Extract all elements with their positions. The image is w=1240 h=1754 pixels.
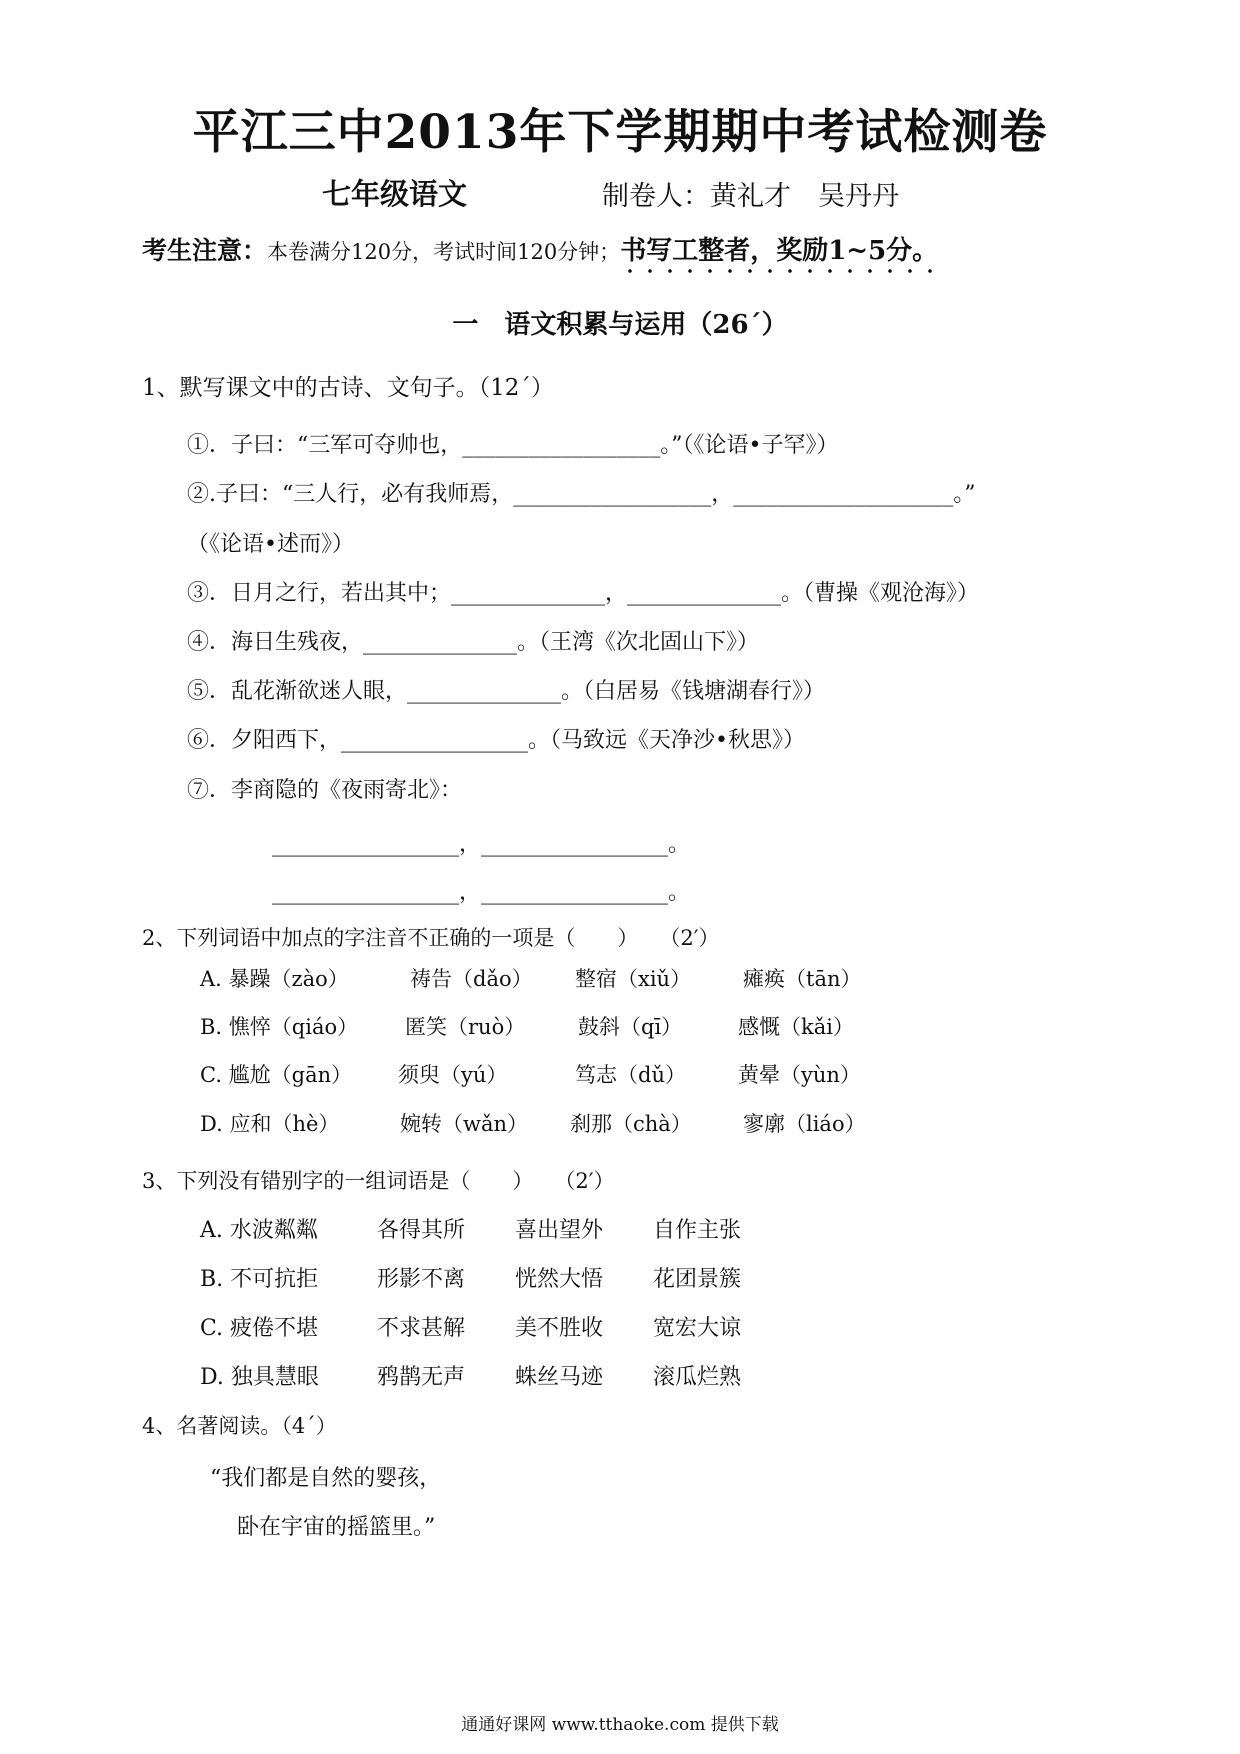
q3-option-b-3: 恍然大悟	[515, 1267, 604, 1292]
q2-option-b-3: 鼓斜（qī）	[578, 1015, 683, 1039]
grade-subject: 七年级语文	[322, 177, 468, 211]
page-footer: 通通好课网 www.tthaoke.com 提供下载	[461, 1715, 779, 1735]
q2-option-a-1: A. 暴躁（zào）	[200, 967, 349, 991]
q2-option-c-1: C. 尴尬（gān）	[200, 1063, 353, 1087]
question-1-heading: 1、默写课文中的古诗、文句子。（12´）	[142, 375, 554, 401]
notice-label: 考生注意：	[142, 236, 268, 265]
q2-option-c-4: 黄晕（yùn）	[738, 1063, 861, 1087]
q2-option-a-2: 祷告（dǎo）	[410, 967, 533, 991]
notice-text: 本卷满分120分，考试时间120分钟；	[267, 240, 621, 264]
notice-emphasis: 书写工整者，奖励1~5分。	[620, 236, 938, 274]
q2-option-d-1: D. 应和（hè）	[200, 1112, 340, 1136]
q2-option-b-1: B. 憔悴（qiáo）	[200, 1015, 359, 1039]
q2-option-a-3: 整宿（xiǔ）	[575, 967, 692, 991]
q3-option-d-2: 鸦鹊无声	[377, 1365, 466, 1390]
exam-notice	[142, 230, 938, 267]
q1-item-7: ⑦．李商隐的《夜雨寄北》：	[187, 778, 463, 803]
q3-option-c-4: 宽宏大谅	[653, 1316, 742, 1341]
q1-item-3: ③．日月之行，若出其中；______________，______________。（曹操《观沧海》）	[187, 581, 980, 606]
paper-makers: 制卷人：黄礼才 吴丹丹	[602, 181, 899, 212]
q1-item-2-source: （《论语•述而》）	[187, 532, 354, 557]
q1-item-4: ④．海日生残夜，______________。（王湾《次北固山下》）	[187, 630, 760, 655]
q2-option-b-2: 匿笑（ruò）	[405, 1015, 526, 1039]
q3-option-a-2: 各得其所	[377, 1218, 466, 1243]
q2-option-d-2: 婉转（wǎn）	[400, 1112, 529, 1136]
q2-option-b-4: 感慨（kǎi）	[738, 1015, 854, 1039]
question-4-heading: 4、名著阅读。（4´）	[142, 1414, 337, 1438]
q2-option-c-3: 笃志（dǔ）	[575, 1063, 686, 1087]
q4-quote-line-2: 卧在宇宙的摇篮里。”	[237, 1515, 436, 1540]
q3-option-b-2: 形影不离	[377, 1267, 466, 1292]
q3-option-a-1: A. 水波粼粼	[200, 1218, 318, 1243]
q3-option-b-4: 花团景簇	[653, 1267, 742, 1292]
q1-item-6: ⑥．夕阳西下，_________________。（马致远《天净沙•秋思》）	[187, 728, 805, 753]
q1-item-7-line-1: _________________，_________________。	[272, 832, 691, 857]
question-2-heading: 2、下列词语中加点的字注音不正确的一项是（ ） （2′）	[142, 926, 720, 950]
q3-option-c-2: 不求甚解	[377, 1316, 466, 1341]
q4-quote-line-1: “我们都是自然的婴孩，	[210, 1466, 442, 1491]
q3-option-d-4: 滚瓜烂熟	[653, 1365, 742, 1390]
q1-item-2: ②.子曰：“三人行，必有我师焉，__________________，____________________。”	[187, 482, 976, 507]
q3-option-a-3: 喜出望外	[515, 1218, 604, 1243]
q3-option-d-3: 蛛丝马迹	[515, 1365, 604, 1390]
question-3-heading: 3、下列没有错别字的一组词语是（ ） （2′）	[142, 1169, 615, 1193]
q3-option-d-1: D. 独具慧眼	[200, 1365, 319, 1390]
q3-option-c-3: 美不胜收	[515, 1316, 604, 1341]
q2-option-a-4: 瘫痪（tān）	[743, 967, 862, 991]
page-title: 平江三中2013年下学期期中考试检测卷	[192, 105, 1048, 160]
q2-option-d-3: 刹那（chà）	[570, 1112, 692, 1136]
q1-item-5: ⑤．乱花渐欲迷人眼，______________。（白居易《钱塘湖春行》）	[187, 679, 826, 704]
q3-option-c-1: C. 疲倦不堪	[200, 1316, 319, 1341]
q3-option-b-1: B. 不可抗拒	[200, 1267, 319, 1292]
q2-option-d-4: 寥廓（liáo）	[743, 1112, 866, 1136]
q3-option-a-4: 自作主张	[653, 1218, 742, 1243]
q1-item-1: ①．子曰：“三军可夺帅也，__________________。”（《论语•子罕》）	[187, 433, 839, 458]
q2-option-c-2: 须臾（yú）	[398, 1063, 508, 1087]
section-title-1: 一 语文积累与运用（26´）	[452, 310, 788, 340]
q1-item-7-line-2: _________________，_________________。	[272, 880, 691, 905]
